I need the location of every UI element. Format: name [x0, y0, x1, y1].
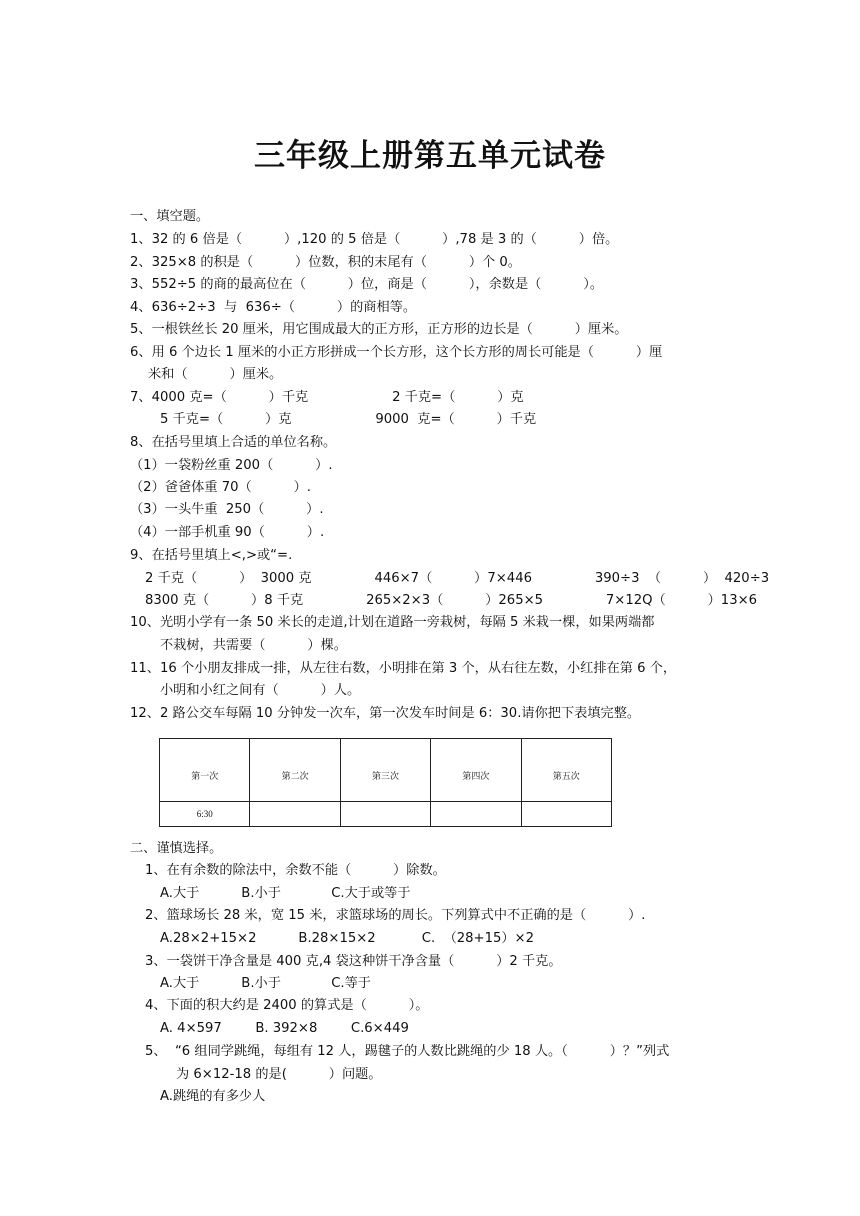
text-line-q9a: 2 千克（ ） 3000 克 446×7（ ）7×446 390÷3 （ ） 420÷3	[145, 571, 770, 586]
table-header-cell: 第五次	[521, 739, 611, 802]
page-title: 三年级上册第五单元试卷	[254, 138, 606, 174]
text-line-q4: 4、636÷2÷3 与 636÷（ ）的商相等。	[130, 300, 417, 315]
text-line-q5: 5、一根铁丝长 20 厘米，用它围成最大的正方形，正方形的边长是（ ）厘米。	[130, 322, 628, 337]
text-line-c2-opt: A.28×2+15×2 B.28×15×2 C. （28+15）×2	[160, 931, 535, 946]
table-header-row	[160, 739, 612, 802]
text-line-q8-1: （1）一袋粉丝重 200（ ）.	[130, 458, 333, 473]
text-line-c4: 4、下面的积大约是 2400 的算式是（ ）。	[145, 998, 429, 1013]
text-line-q1: 1、32 的 6 倍是（ ）,120 的 5 倍是（ ）,78 是 3 的（ ）倍。	[130, 232, 619, 247]
table-cell-blank[interactable]	[340, 802, 430, 827]
text-line-q9: 9、在括号里填上<,>或“=.	[130, 548, 293, 563]
text-line-q8-4: （4）一部手机重 90（ ）.	[130, 525, 325, 540]
text-line-s1-heading: 一、填空题。	[130, 209, 210, 224]
text-line-q11a: 11、16 个小朋友排成一排，从左往右数，小明排在第 3 个，从右往左数，小红排在第 6 个，	[130, 661, 677, 676]
text-line-c5-optA: A.跳绳的有多少人	[160, 1089, 266, 1104]
table-cell-blank[interactable]	[431, 802, 521, 827]
text-line-q9b: 8300 克（ ）8 千克 265×2×3（ ）265×5 7×12Q（ ）13×6	[145, 593, 758, 608]
text-line-c4-opt: A. 4×597 B. 392×8 C.6×449	[160, 1021, 409, 1036]
table-row	[160, 802, 612, 827]
text-line-c5b: 为 6×12-18 的是( ）问题。	[176, 1067, 382, 1082]
bus-schedule-table	[159, 738, 612, 827]
text-line-c1-opt: A.大于 B.小于 C.大于或等于	[160, 886, 411, 901]
table-cell-blank[interactable]	[250, 802, 340, 827]
text-line-c3-opt: A.大于 B.小于 C.等于	[160, 976, 371, 991]
text-line-q6a: 6、用 6 个边长 1 厘米的小正方形拼成一个长方形，这个长方形的周长可能是（ ）厘	[130, 345, 663, 360]
table-cell-blank[interactable]	[521, 802, 611, 827]
table-cell: 6:30	[160, 802, 250, 827]
text-line-q8-2: （2）爸爸体重 70（ ）.	[130, 480, 311, 495]
text-line-q2: 2、325×8 的积是（ ）位数，积的末尾有（ ）个 0。	[130, 255, 521, 270]
text-line-q12: 12、2 路公交车每隔 10 分钟发一次车，第一次发车时间是 6：30.请你把下表填完整。	[130, 706, 641, 721]
text-line-q7b: 5 千克=（ ）克 9000 克=（ ）千克	[160, 412, 537, 427]
text-line-q8-3: （3）一头牛重 250（ ）.	[130, 502, 324, 517]
text-line-q8: 8、在括号里填上合适的单位名称。	[130, 435, 337, 450]
text-line-q3: 3、552÷5 的商的最高位在（ ）位，商是（ ），余数是（ ）。	[130, 277, 604, 292]
table-header-cell: 第四次	[431, 739, 521, 802]
text-line-q7a: 7、4000 克=（ ）千克 2 千克=（ ）克	[130, 390, 524, 405]
text-line-c3: 3、一袋饼干净含量是 400 克,4 袋这种饼干净含量（ ）2 千克。	[145, 954, 562, 969]
text-line-q6b: 米和（ ）厘米。	[148, 367, 283, 382]
text-line-q10b: 不栽树，共需要（ ）棵。	[160, 638, 347, 653]
table-header-cell: 第三次	[340, 739, 430, 802]
text-line-c5a: 5、 “6 组同学跳绳，每组有 12 人，踢毽子的人数比跳绳的少 18 人。（ ）？”列式	[145, 1044, 670, 1059]
text-line-q11b: 小明和小红之间有（ ）人。	[160, 683, 361, 698]
text-line-c2: 2、篮球场长 28 米，宽 15 米，求篮球场的周长。下列算式中不正确的是（ ）.	[145, 908, 646, 923]
text-line-q10a: 10、光明小学有一条 50 米长的走道,计划在道路一旁栽树，每隔 5 米栽一棵，如果两端都	[130, 615, 655, 630]
text-line-c1: 1、在有余数的除法中，余数不能（ ）除数。	[145, 863, 446, 878]
table-header-cell: 第二次	[250, 739, 340, 802]
table-header-cell: 第一次	[160, 739, 250, 802]
text-line-s2-heading: 二、谨慎选择。	[130, 841, 223, 856]
